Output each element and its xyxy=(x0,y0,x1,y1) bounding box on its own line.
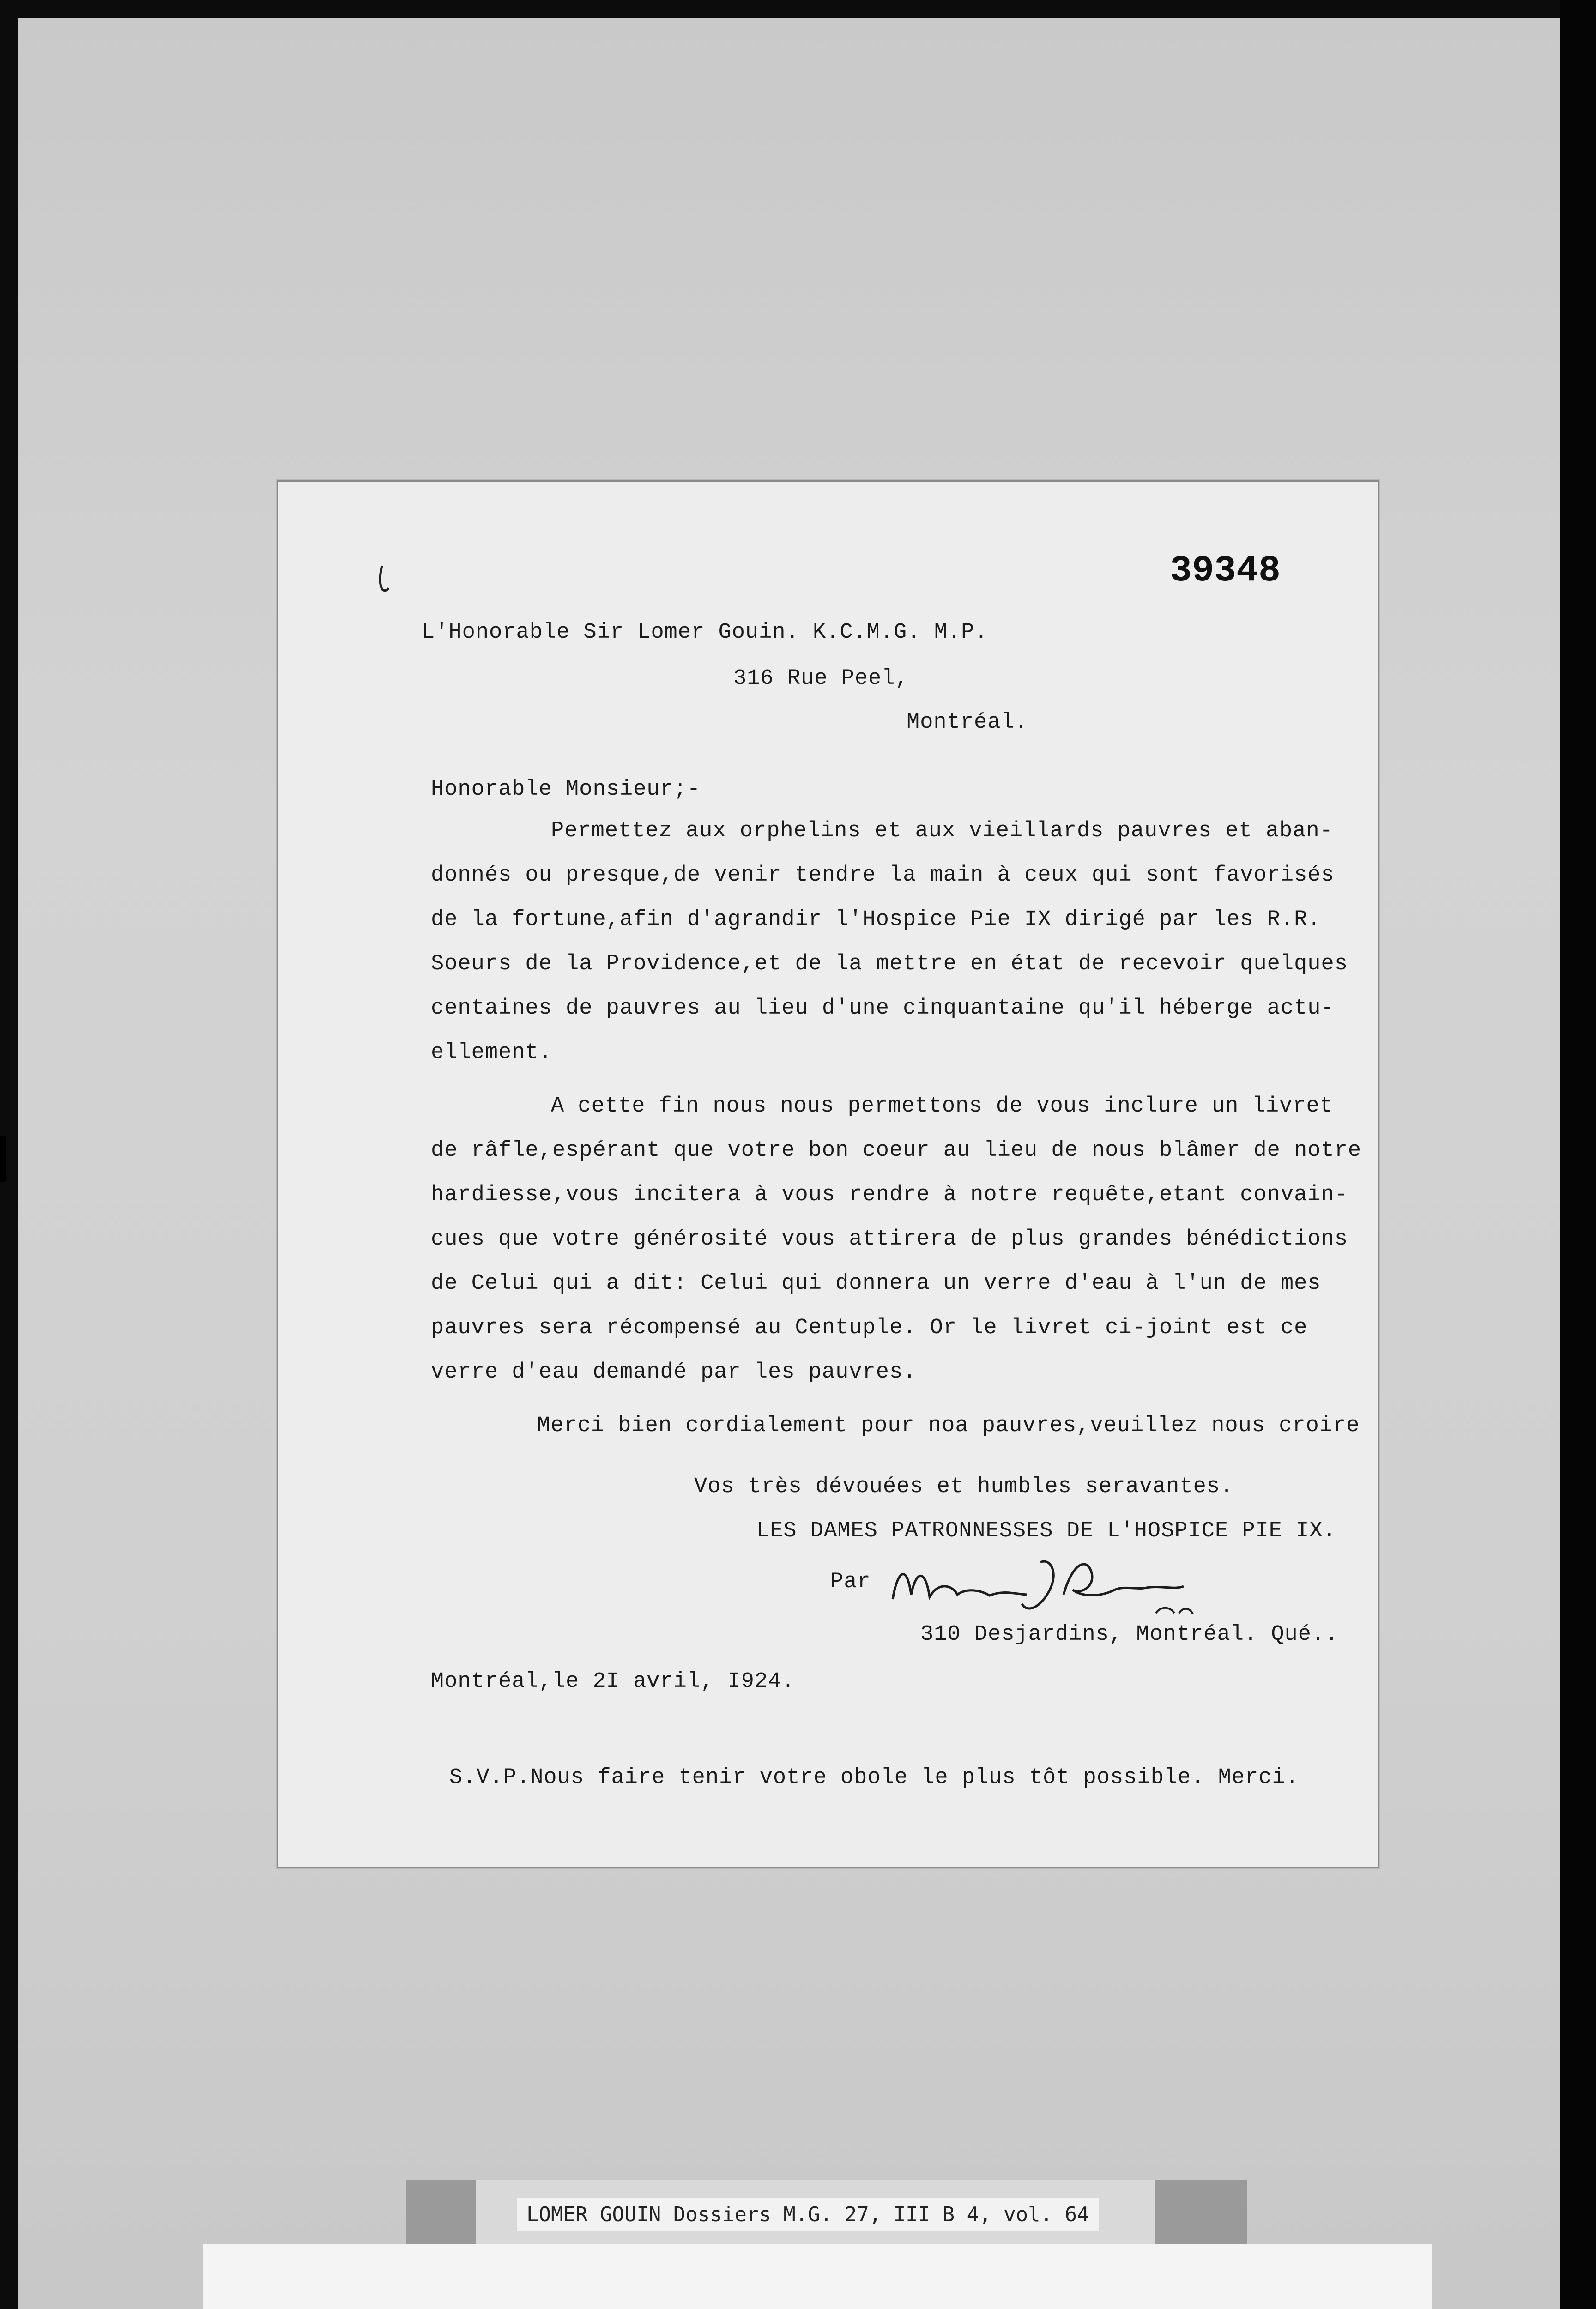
letter-date: Montréal,le 2I avril, I924. xyxy=(431,1669,795,1694)
film-notch xyxy=(0,1136,6,1182)
strip-tab-left xyxy=(406,2180,476,2244)
body-line: Merci bien cordialement pour noa pauvres,veuillez nous croire xyxy=(537,1414,1360,1438)
body-line: A cette fin nous nous permettons de vous inclure un livret xyxy=(551,1094,1333,1118)
postscript: S.V.P.Nous faire tenir votre obole le plus tôt possible. Merci. xyxy=(449,1765,1299,1790)
address-street: 316 Rue Peel, xyxy=(733,666,909,691)
sender-address: 310 Desjardins, Montréal. Qué.. xyxy=(920,1622,1339,1647)
archive-reference: LOMER GOUIN Dossiers M.G. 27, III B 4, vol. 64 xyxy=(517,2198,1099,2231)
body-line: pauvres sera récompensé au Centuple. Or le livret ci-joint est ce xyxy=(431,1316,1308,1340)
body-line: de râfle,espérant que votre bon coeur au lieu de nous blâmer de notre xyxy=(431,1138,1362,1163)
film-edge xyxy=(1560,0,1596,2309)
document-number: 39348 xyxy=(1170,550,1281,592)
corner-mark xyxy=(375,565,389,592)
recipient-line: L'Honorable Sir Lomer Gouin. K.C.M.G. M.P. xyxy=(422,620,988,645)
salutation: Honorable Monsieur;- xyxy=(431,777,701,802)
par-label: Par xyxy=(830,1570,871,1594)
closing: Vos très dévouées et humbles seravantes. xyxy=(694,1475,1234,1499)
archives-stamp xyxy=(203,2244,1432,2309)
body-line: Soeurs de la Providence,et de la mettre en état de recevoir quelques xyxy=(431,952,1348,976)
body-line: ellement. xyxy=(431,1040,552,1065)
body-line: hardiesse,vous incitera à vous rendre à notre requête,etant convain- xyxy=(431,1183,1348,1207)
handwritten-signature xyxy=(888,1544,1202,1627)
body-line: verre d'eau demandé par les pauvres. xyxy=(431,1360,917,1384)
signatory-organization: LES DAMES PATRONNESSES DE L'HOSPICE PIE IX. xyxy=(756,1519,1336,1543)
body-line: Permettez aux orphelins et aux vieillards pauvres et aban- xyxy=(551,819,1333,843)
body-line: cues que votre générosité vous attirera de plus grandes bénédictions xyxy=(431,1227,1348,1251)
body-line: de Celui qui a dit: Celui qui donnera un verre d'eau à l'un de mes xyxy=(431,1271,1321,1296)
body-line: centaines de pauvres au lieu d'une cinquantaine qu'il héberge actu- xyxy=(431,996,1335,1021)
letter-page xyxy=(277,480,1379,1868)
body-line: de la fortune,afin d'agrandir l'Hospice Pie IX dirigé par les R.R. xyxy=(431,907,1321,932)
body-line: donnés ou presque,de venir tendre la main à ceux qui sont favorisés xyxy=(431,863,1335,888)
strip-tab-right xyxy=(1155,2180,1247,2244)
address-city: Montréal. xyxy=(907,710,1028,735)
